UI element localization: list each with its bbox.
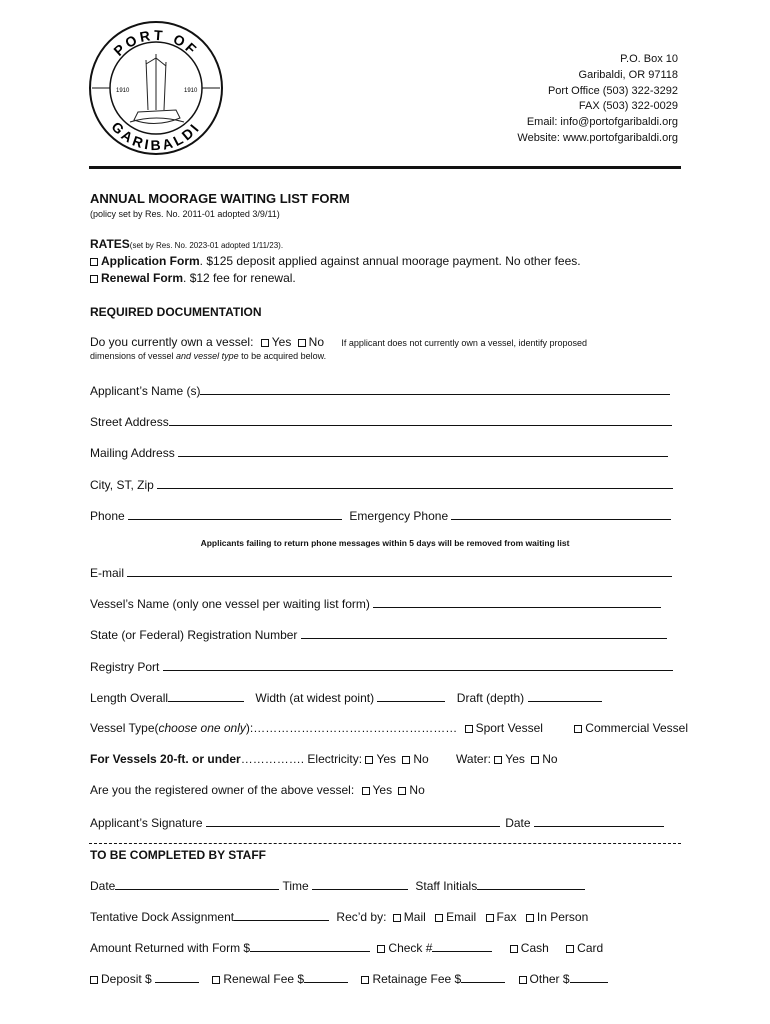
own-vessel-note-2 [90,351,326,361]
mailing-field[interactable] [178,445,668,457]
staff-initials-field[interactable] [477,878,585,890]
street-row [90,414,672,429]
width-label: Width (at widest point) [255,691,375,705]
applicant-name-label: Applicant’s Name (s) [90,384,201,398]
renewal-fee-checkbox[interactable] [212,976,220,984]
city-row [90,477,673,492]
note-text: to be acquired below. [238,351,327,361]
renewal-label: Renewal Form [101,271,184,285]
other-checkbox[interactable] [519,976,527,984]
phone-label: Phone [90,509,125,523]
fax-checkbox[interactable] [486,914,494,922]
seal-right-year: 1910 [184,88,198,94]
registered-owner-question: Are you the registered owner of the above vessel: [90,783,355,797]
address-line: Port Office (503) 322-3292 [547,84,678,97]
seal-bottom-text: GARIBALDI [108,118,204,154]
street-field[interactable] [169,414,672,426]
time-label: Time [282,879,309,893]
cash-checkbox[interactable] [510,945,518,953]
signature-label: Applicant’s Signature [90,816,203,830]
emergency-phone-label: Emergency Phone [349,509,449,523]
owner-yes-checkbox[interactable] [362,787,370,795]
seal-left-year: 1910 [116,88,130,94]
mailing-label: Mailing Address [90,446,175,460]
own-vessel-note: If applicant does not currently own a vessel, identify proposed [341,338,588,348]
phone-field[interactable] [128,508,342,520]
phone-row [90,508,671,523]
rates-note: (set by Res. No. 2023-01 adopted 1/11/23). [129,241,284,250]
card-checkbox[interactable] [566,945,574,953]
registry-port-field[interactable] [163,659,673,671]
length-field[interactable] [168,690,244,702]
registry-port-label: Registry Port [90,660,160,674]
own-yes-label: Yes [271,335,292,349]
sport-vessel-label: Sport Vessel [475,721,543,735]
card-label: Card [577,941,604,955]
own-vessel-question: Do you currently own a vessel: [90,335,254,349]
in-person-checkbox[interactable] [526,914,534,922]
email-field[interactable] [127,565,672,577]
check-number-field[interactable] [432,940,492,952]
deposit-label: Deposit $ [101,972,152,986]
renewal-fee-label: Renewal Fee $ [223,972,305,986]
port-seal-logo [86,18,226,158]
registration-field[interactable] [301,627,667,639]
city-label: City, ST, Zip [90,478,154,492]
check-checkbox[interactable] [377,945,385,953]
registration-row [90,627,667,642]
registered-owner-row [90,783,425,797]
form-title: ANNUAL MOORAGE WAITING LIST FORM [90,191,350,206]
own-no-label: No [308,335,325,349]
mail-checkbox[interactable] [393,914,401,922]
water-yes-label: Yes [505,752,525,766]
note-text: dimensions of vessel [90,351,177,361]
water-no-checkbox[interactable] [531,756,539,764]
staff-date-row [90,878,585,893]
other-field[interactable] [570,971,608,983]
water-label: Water: [456,752,491,766]
city-field[interactable] [157,477,673,489]
street-label: Street Address [90,415,169,429]
email-label: E-mail [90,566,125,580]
mail-label: Mail [403,910,426,924]
electricity-yes-checkbox[interactable] [365,756,373,764]
note-italic: and vessel type [176,351,239,361]
vessel-name-row [90,596,661,611]
vessel-type-dots: ):…………………………………………… [245,721,458,735]
signature-field[interactable] [206,815,500,827]
mailing-row [90,445,668,460]
contact-address [517,52,678,147]
staff-divider [89,843,681,844]
rates-heading [90,237,283,251]
own-yes-checkbox[interactable] [261,339,269,347]
deposit-checkbox[interactable] [90,976,98,984]
dock-assignment-row [90,909,588,924]
header-divider [89,166,681,169]
tentative-dock-field[interactable] [234,909,329,921]
check-label: Check # [388,941,433,955]
registration-label: State (or Federal) Registration Number [90,628,298,642]
own-vessel-row [90,335,587,349]
owner-yes-label: Yes [372,783,393,797]
policy-note: (policy set by Res. No. 2011-01 adopted 3/9/11) [90,209,280,219]
deposit-field[interactable] [155,971,199,983]
phone-warning: Applicants failing to return phone messages within 5 days will be removed from waiting list [200,538,570,548]
other-label: Other $ [529,972,570,986]
staff-date-label: Date [90,879,116,893]
own-no-checkbox[interactable] [298,339,306,347]
draft-field[interactable] [528,690,602,702]
owner-no-checkbox[interactable] [398,787,406,795]
vessel-name-label: Vessel’s Name (only one vessel per waiting list form) [90,597,370,611]
water-no-label: No [542,752,558,766]
address-line: FAX (503) 322-0029 [578,100,678,113]
address-line: Email: info@portofgaribaldi.org [526,116,678,129]
rates-label: RATES [90,237,130,251]
signature-row [90,815,664,830]
application-label: Application Form [101,254,200,268]
application-option[interactable] [90,254,581,268]
signature-date-label: Date [505,816,531,830]
fees-row [90,971,608,986]
retainage-fee-checkbox[interactable] [361,976,369,984]
address-line: Website: www.portofgaribaldi.org [517,131,678,144]
water-yes-checkbox[interactable] [494,756,502,764]
electricity-no-checkbox[interactable] [402,756,410,764]
application-text: . $125 deposit applied against annual moorage payment. No other fees. [199,254,581,268]
staff-heading: TO BE COMPLETED BY STAFF [90,848,267,862]
vessel-type-row [90,721,688,735]
for-vessels-label: For Vessels 20-ft. or under [90,752,241,766]
draft-label: Draft (depth) [456,691,525,705]
time-field[interactable] [312,878,408,890]
electricity-yes-label: Yes [376,752,397,766]
dimensions-row [90,690,602,705]
length-label: Length Overall [90,691,169,705]
email-row [90,565,672,580]
amount-returned-label: Amount Returned with Form $ [90,941,251,955]
registry-port-row [90,659,673,674]
choose-one-note: choose one only [158,721,246,735]
in-person-label: In Person [536,910,589,924]
cash-label: Cash [520,941,549,955]
tentative-dock-label: Tentative Dock Assignment [90,910,235,924]
recd-by-label: Rec’d by: [336,910,387,924]
electricity-no-label: No [413,752,429,766]
emergency-phone-field[interactable] [451,508,671,520]
sport-vessel-checkbox[interactable] [465,725,473,733]
required-docs-heading: REQUIRED DOCUMENTATION [90,305,262,319]
vessel-type-label: Vessel Type( [90,721,159,735]
commercial-vessel-checkbox[interactable] [574,725,582,733]
applicant-name-field[interactable] [200,383,670,395]
retainage-fee-field[interactable] [461,971,505,983]
renewal-fee-field[interactable] [304,971,348,983]
address-line: P.O. Box 10 [620,53,678,65]
renewal-checkbox[interactable] [90,275,98,283]
staff-initials-label: Staff Initials [415,879,478,893]
address-line: Garibaldi, OR 97118 [578,68,678,81]
vessel-name-field[interactable] [373,596,661,608]
renewal-option[interactable] [90,271,296,285]
staff-date-field[interactable] [115,878,279,890]
commercial-vessel-label: Commercial Vessel [585,721,688,735]
signature-date-field[interactable] [534,815,664,827]
small-vessel-row [90,752,558,766]
renewal-text: . $12 fee for renewal. [183,271,296,285]
for-vessels-dots: ……………. [240,752,305,766]
seal-top-text: PORT OF [110,26,202,59]
applicant-name-row [90,383,670,398]
width-field[interactable] [377,690,445,702]
application-checkbox[interactable] [90,258,98,266]
email-checkbox[interactable] [435,914,443,922]
electricity-label: Electricity: [307,752,363,766]
fax-label: Fax [496,910,517,924]
email-opt-label: Email [446,910,477,924]
amount-returned-row [90,940,603,955]
owner-no-label: No [409,783,425,797]
amount-returned-field[interactable] [250,940,370,952]
retainage-fee-label: Retainage Fee $ [372,972,462,986]
